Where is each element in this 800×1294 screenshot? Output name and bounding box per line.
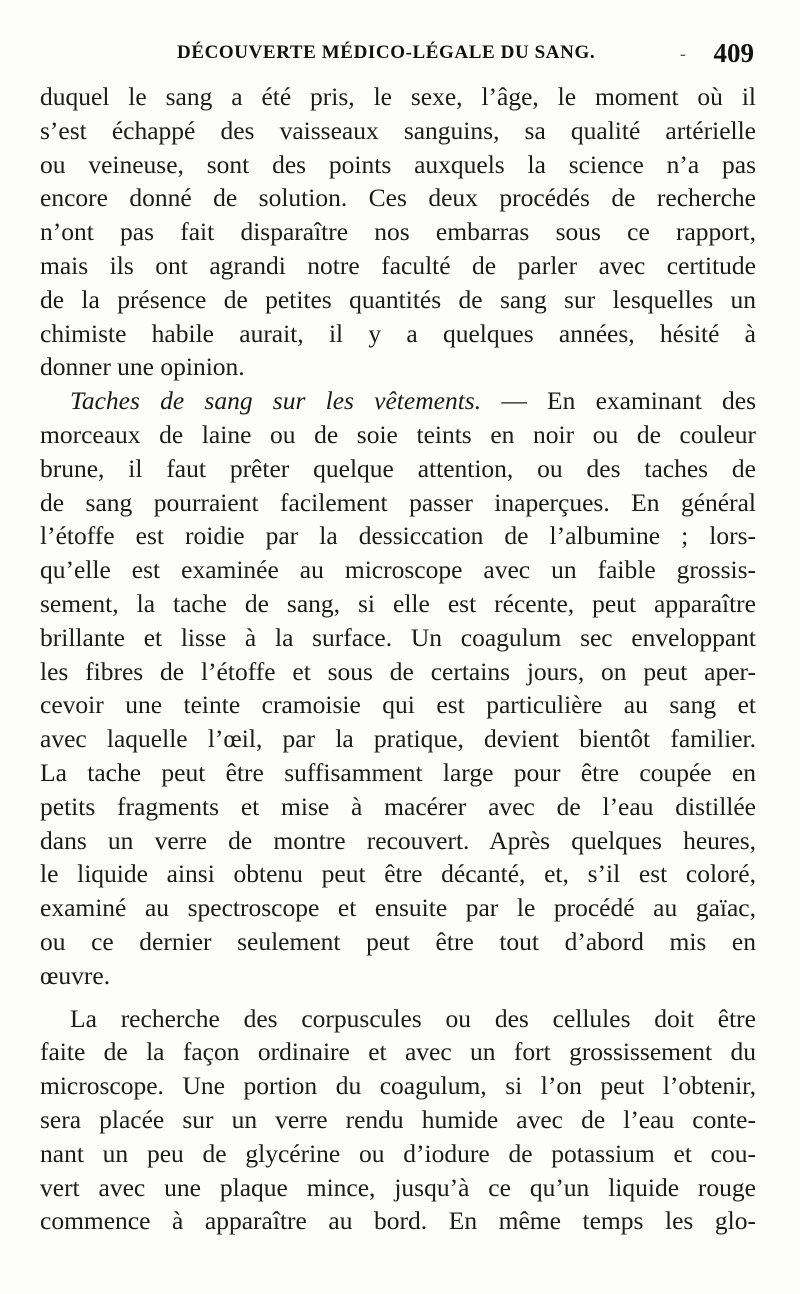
text-line: donner une opinion. xyxy=(40,352,245,382)
text-line: s’est échappé des vaisseaux sanguins, sa qualité artérielle xyxy=(40,115,756,145)
text-line: ou ce dernier seulement peut être tout d’abord mis en xyxy=(40,926,756,956)
text-line: le liquide ainsi obtenu peut être décanté, et, s’il est coloré, xyxy=(40,859,756,889)
text-line: dans un verre de montre recouvert. Après quelques heures, xyxy=(40,825,756,855)
text-line: nant un peu de glycérine ou d’iodure de potassium et cou- xyxy=(40,1138,756,1168)
text-line: de la présence de petites quantités de sang sur lesquelles un xyxy=(40,284,756,314)
text-line: commence à apparaître au bord. En même temps les glo- xyxy=(40,1206,756,1236)
text-line: l’étoffe est roidie par la dessiccation de l’albumine ; lors- xyxy=(40,521,756,551)
text-line: de sang pourraient facilement passer inaperçues. En général xyxy=(40,487,756,517)
running-title: DÉCOUVERTE MÉDICO-LÉGALE DU SANG. xyxy=(177,42,596,63)
text-line: encore donné de solution. Ces deux procédés de recherche xyxy=(40,183,756,213)
section-first-line xyxy=(40,384,756,418)
text-line: examiné au spectroscope et ensuite par le procédé au gaïac, xyxy=(40,893,756,923)
text-line: cevoir une teinte cramoisie qui est particulière au sang et xyxy=(40,690,756,720)
text-line: La recherche des corpuscules ou des cellules doit être xyxy=(70,1003,756,1033)
page-number: 409 xyxy=(713,38,754,68)
text-line: qu’elle est examinée au microscope avec un faible grossis- xyxy=(40,555,756,585)
body-text xyxy=(40,80,756,1238)
text-line: sement, la tache de sang, si elle est récente, peut apparaître xyxy=(40,588,756,618)
text-line: chimiste habile aurait, il y a quelques années, hésité à xyxy=(40,318,756,348)
text-fragment: — En examinant des xyxy=(501,386,756,416)
text-line: brune, il faut prêter quelque attention, ou des taches de xyxy=(40,453,756,483)
text-line: mais ils ont agrandi notre faculté de parler avec certitude xyxy=(40,250,756,280)
text-line: œuvre. xyxy=(40,960,111,990)
text-line: faite de la façon ordinaire et avec un fort grossissement du xyxy=(40,1037,756,1067)
text-line: avec laquelle l’œil, par la pratique, devient bientôt familier. xyxy=(40,724,756,754)
text-line: sera placée sur un verre rendu humide avec de l’eau conte- xyxy=(40,1104,756,1134)
text-line: petits fragments et mise à macérer avec de l’eau distillée xyxy=(40,791,756,821)
header-dash: - xyxy=(679,44,686,65)
text-line: La tache peut être suffisamment large pour être coupée en xyxy=(40,757,756,787)
text-line: n’ont pas fait disparaître nos embarras sous ce rapport, xyxy=(40,217,756,247)
text-line: brillante et lisse à la surface. Un coagulum sec enveloppant xyxy=(40,622,756,652)
section-heading: Taches de sang sur les vêtements. xyxy=(70,386,482,416)
page-header xyxy=(40,38,754,78)
text-line: ou veineuse, sont des points auxquels la science n’a pas xyxy=(40,149,756,179)
text-line: duquel le sang a été pris, le sexe, l’âge, le moment où il xyxy=(40,82,756,111)
text-line: les fibres de l’étoffe et sous de certains jours, on peut aper- xyxy=(40,656,756,686)
text-line: vert avec une plaque mince, jusqu’à ce qu’un liquide rouge xyxy=(40,1172,756,1202)
text-line: morceaux de laine ou de soie teints en noir ou de couleur xyxy=(40,419,756,449)
text-line: microscope. Une portion du coagulum, si l’on peut l’obtenir, xyxy=(40,1071,756,1101)
